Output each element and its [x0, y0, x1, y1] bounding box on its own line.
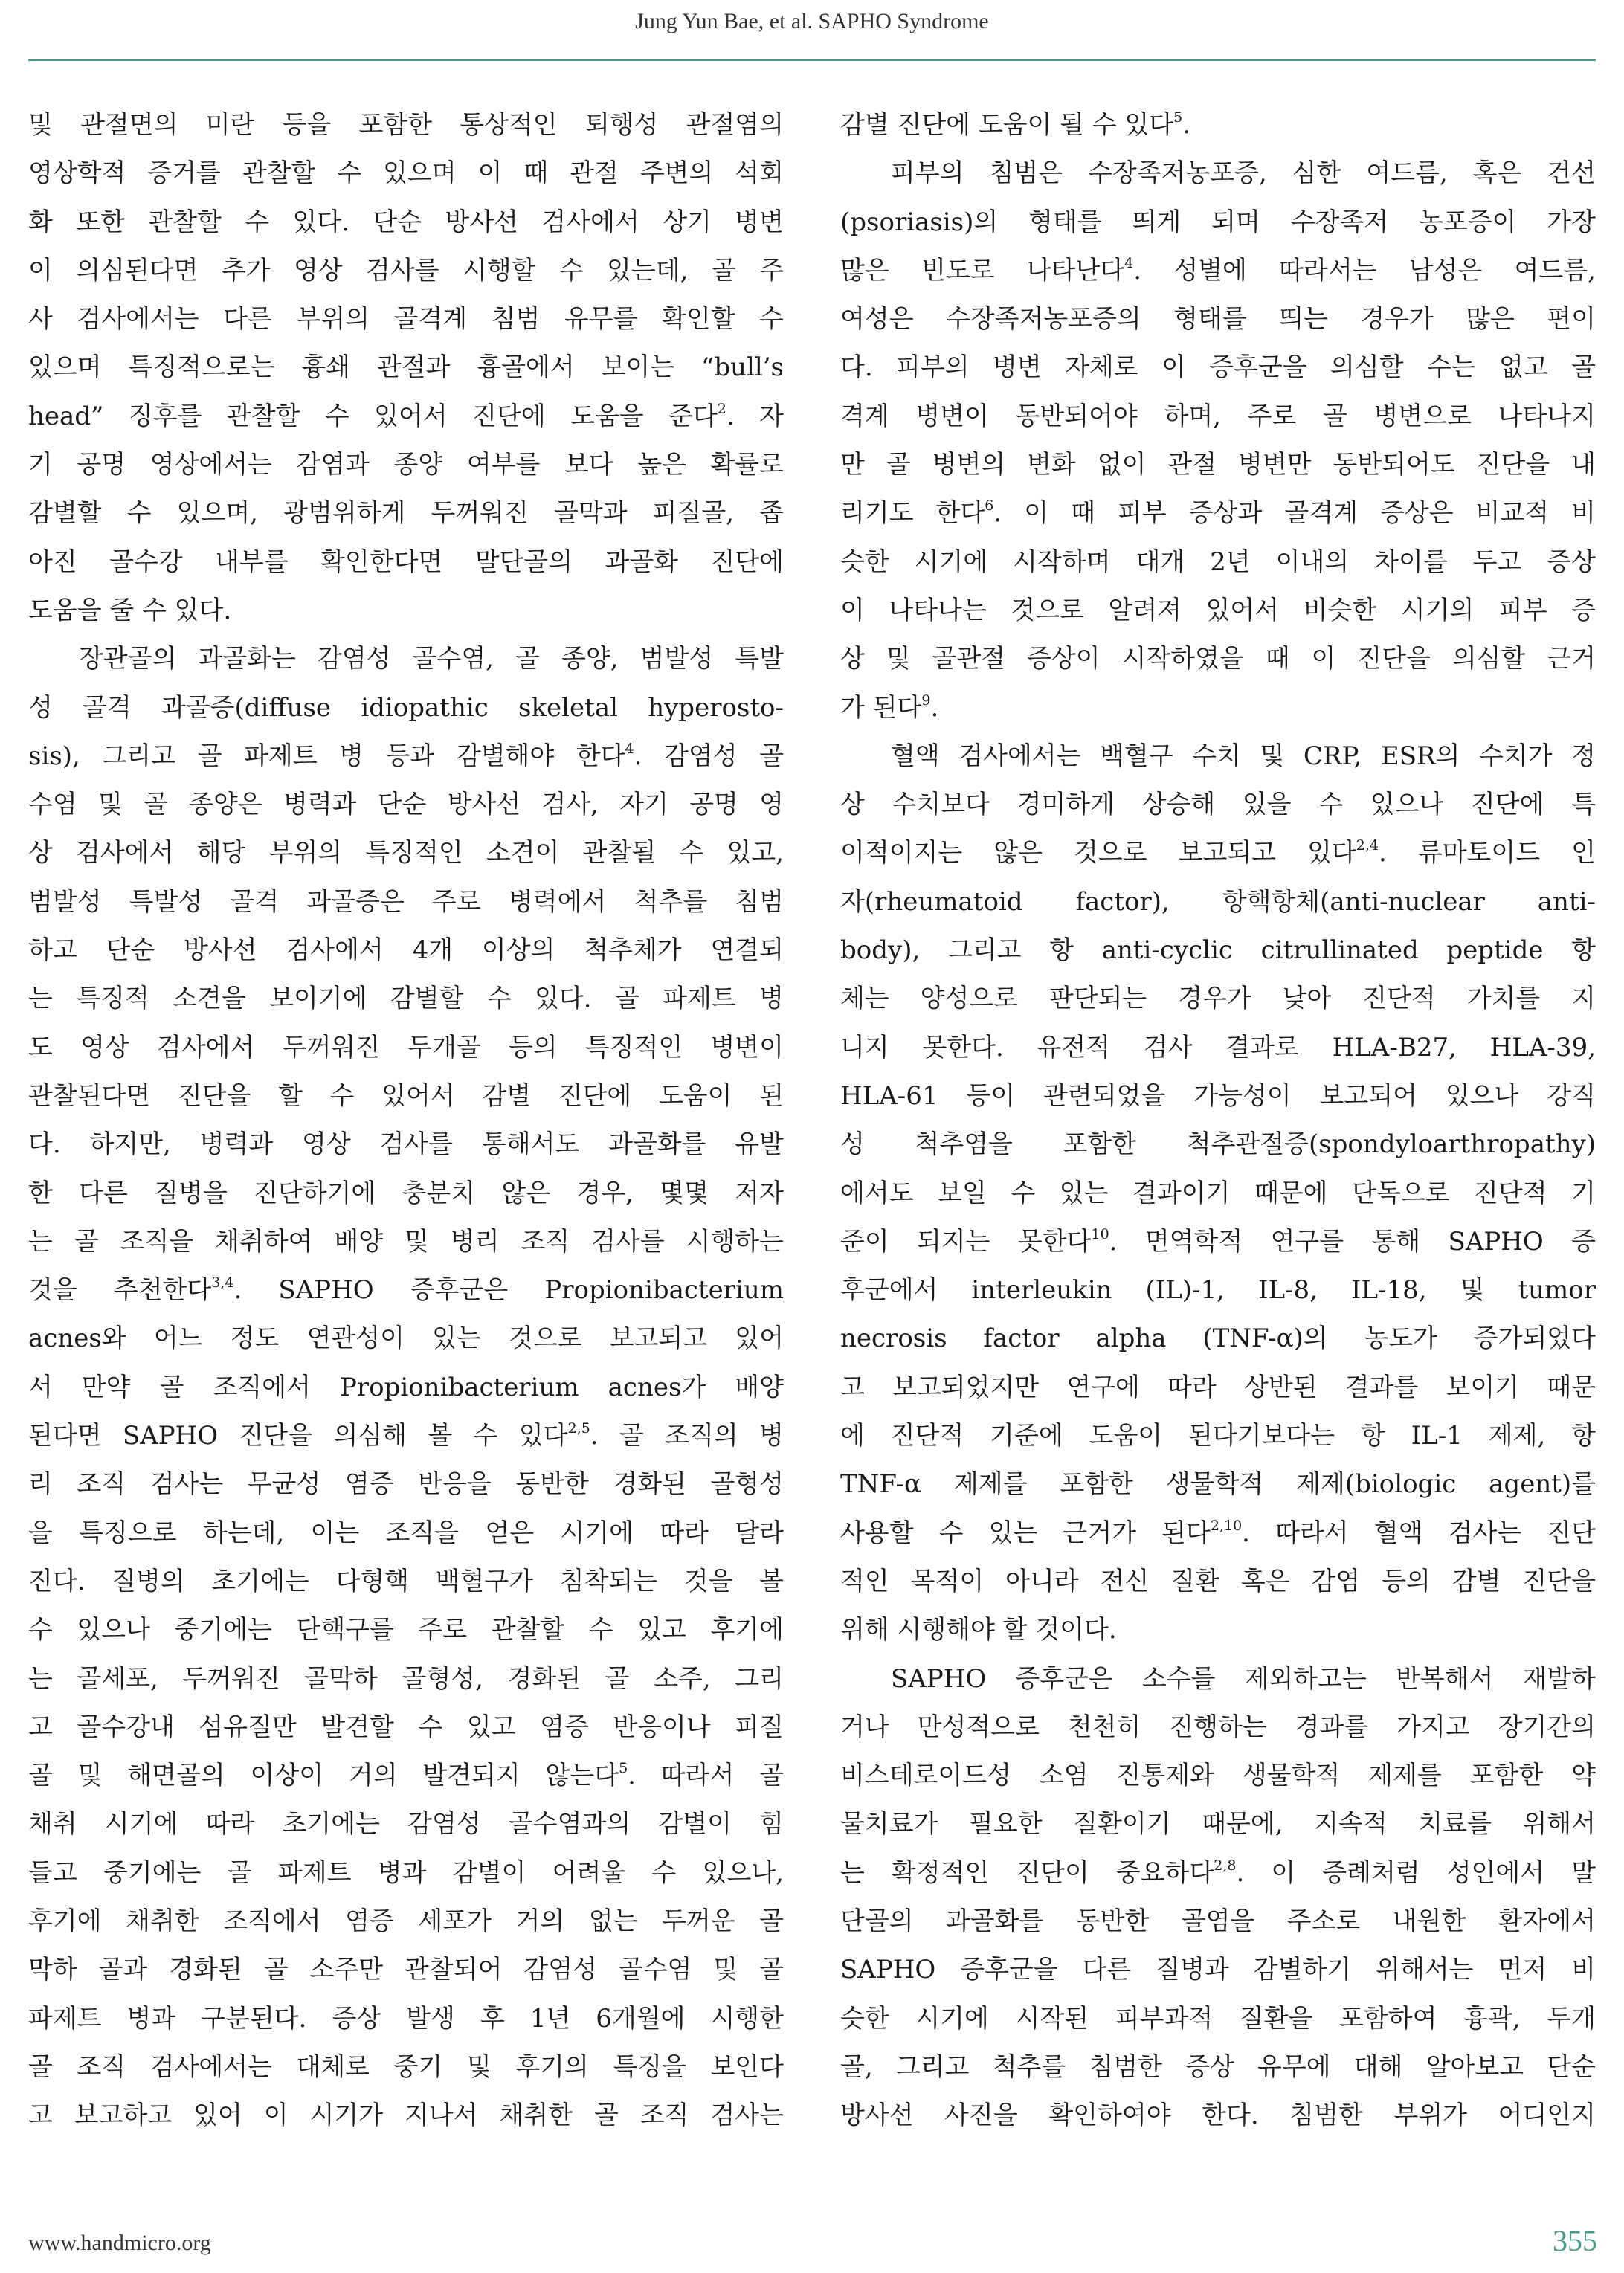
text-line: 고 골수강내 섬유질만 발견할 수 있고 염증 반응이나 피질 — [28, 1712, 784, 1742]
text-line: 관찰된다면 진단을 할 수 있어서 감별 진단에 도움이 된 — [28, 1080, 784, 1111]
text-line: 영상학적 증거를 관찰할 수 있으며 이 때 관절 주변의 석회 — [28, 158, 784, 189]
text-line: 파제트 병과 구분된다. 증상 발생 후 1년 6개월에 시행한 — [28, 2003, 784, 2034]
text-line: 적인 목적이 아니라 전신 질환 혹은 감염 등의 감별 진단을 — [840, 1566, 1596, 1596]
text-line: SAPHO 증후군은 소수를 제외하고는 반복해서 재발하 — [891, 1663, 1596, 1694]
text-line: 상 수치보다 경미하게 상승해 있을 수 있으나 진단에 특 — [840, 790, 1596, 820]
running-header: Jung Yun Bae, et al. SAPHO Syndrome — [635, 9, 989, 33]
text-line: 니지 못한다. 유전적 검사 결과로 HLA-B27, HLA-39, — [840, 1032, 1596, 1063]
text-line: 는 확정적인 진단이 중요하다$^{2,8}$. 이 증례처럼 성인에서 말 — [840, 1857, 1596, 1888]
text-line: body), 그리고 항 anti-cyclic citrullinated peptide 항 — [840, 935, 1596, 966]
text-line: 비스테로이드성 소염 진통제와 생물학적 제제를 포함한 약 — [840, 1761, 1596, 1791]
text-line: 단골의 과골화를 동반한 골염을 주소로 내원한 환자에서 — [840, 1906, 1596, 1936]
text-line: 다. 하지만, 병력과 영상 검사를 통해서도 과골화를 유발 — [28, 1129, 784, 1160]
footer-url: www.handmicro.org — [28, 2231, 211, 2255]
citation-superscript: 4 — [1124, 254, 1134, 271]
header-divider — [28, 59, 1596, 61]
text-line: 피부의 침범은 수장족저농포증, 심한 여드름, 혹은 건선 — [891, 158, 1596, 189]
text-line: 채취 시기에 따라 초기에는 감염성 골수염과의 감별이 힘 — [28, 1809, 784, 1840]
text-line: 에 진단적 기준에 도움이 된다기보다는 항 IL-1 제제, 항 — [840, 1421, 1596, 1451]
text-line: 만 골 병변의 변화 없이 관절 병변만 동반되어도 진단을 내 — [840, 450, 1596, 480]
text-line: 성 척추염을 포함한 척추관절증(spondyloarthropathy) — [840, 1129, 1596, 1160]
text-line: 리기도 한다$^6$. 이 때 피부 증상과 골격계 증상은 비교적 비 — [840, 497, 1596, 529]
text-line: 수 있으나 중기에는 단핵구를 주로 관찰할 수 있고 후기에 — [28, 1615, 784, 1645]
citation-superscript: 2 — [717, 400, 726, 417]
citation-superscript: 2,10 — [1210, 1517, 1243, 1534]
text-line: 들고 중기에는 골 파제트 병과 감별이 어려울 수 있으나, — [28, 1857, 784, 1888]
text-line: 사 검사에서는 다른 부위의 골격계 침범 유무를 확인할 수 — [28, 304, 784, 335]
text-line: 서 만약 골 조직에서 Propionibacterium acnes가 배양 — [28, 1372, 784, 1402]
text-line: necrosis factor alpha (TNF-α)의 농도가 증가되었다 — [840, 1324, 1596, 1354]
citation-superscript: 5 — [619, 1760, 628, 1777]
text-line: 자(rheumatoid factor), 항핵항체(anti-nuclear anti- — [840, 886, 1596, 917]
text-line: 하고 단순 방사선 검사에서 4개 이상의 척추체가 연결되 — [28, 935, 784, 966]
text-line: 거나 만성적으로 천천히 진행하는 경과를 가지고 장기간의 — [840, 1712, 1596, 1742]
page-number: 355 — [1553, 2224, 1597, 2257]
text-line: acnes와 어느 정도 연관성이 있는 것으로 보고되고 있어 — [28, 1324, 784, 1354]
text-line: sis), 그리고 골 파제트 병 등과 감별해야 한다$^4$. 감염성 골 — [28, 740, 784, 771]
text-line: 장관골의 과골화는 감염성 골수염, 골 종양, 범발성 특발 — [79, 644, 784, 674]
text-line: 많은 빈도로 나타난다$^4$. 성별에 따라서는 남성은 여드름, — [840, 254, 1596, 286]
text-line: 여성은 수장족저농포증의 형태를 띄는 경우가 많은 편이 — [840, 304, 1596, 335]
text-line: 후군에서 interleukin (IL)-1, IL-8, IL-18, 및 tumor — [840, 1275, 1596, 1306]
text-line: 는 특징적 소견을 보이기에 감별할 수 있다. 골 파제트 병 — [28, 984, 784, 1014]
text-line: 에서도 보일 수 있는 결과이기 때문에 단독으로 진단적 기 — [840, 1178, 1596, 1208]
text-line: 범발성 특발성 골격 과골증은 주로 병력에서 척추를 침범 — [28, 886, 784, 917]
text-line: 물치료가 필요한 질환이기 때문에, 지속적 치료를 위해서 — [840, 1809, 1596, 1840]
citation-superscript: 2,5 — [567, 1420, 590, 1437]
text-line: 골 및 해면골의 이상이 거의 발견되지 않는다$^5$. 따라서 골 — [28, 1760, 784, 1791]
text-line: 는 골세포, 두꺼워진 골막하 골형성, 경화된 골 소주, 그리 — [28, 1663, 784, 1694]
left-text-column — [28, 101, 784, 2140]
text-line: 및 관절면의 미란 등을 포함한 통상적인 퇴행성 관절염의 — [28, 110, 784, 140]
text-line: 화 또한 관찰할 수 있다. 단순 방사선 검사에서 상기 병변 — [28, 207, 784, 237]
text-line: 이 나타나는 것으로 알려져 있어서 비슷한 시기의 피부 증 — [840, 595, 1596, 625]
text-line: 가 된다$^9$. — [840, 691, 939, 723]
text-line: 격계 병변이 동반되어야 하며, 주로 골 병변으로 나타나지 — [840, 401, 1596, 431]
citation-superscript: 10 — [1091, 1225, 1109, 1242]
text-line: 는 골 조직을 채취하여 배양 및 병리 조직 검사를 시행하는 — [28, 1226, 784, 1257]
text-line: 슷한 시기에 시작하며 대개 2년 이내의 차이를 두고 증상 — [840, 547, 1596, 577]
text-line: 체는 양성으로 판단되는 경우가 낮아 진단적 가치를 지 — [840, 984, 1596, 1014]
text-line: 도움을 줄 수 있다. — [28, 595, 232, 625]
text-line: 골, 그리고 척추를 침범한 증상 유무에 대해 알아보고 단순 — [840, 2051, 1596, 2082]
text-line: 을 특징으로 하는데, 이는 조직을 얻은 시기에 따라 달라 — [28, 1518, 784, 1548]
text-line: (psoriasis)의 형태를 띄게 되며 수장족저 농포증이 가장 — [840, 207, 1596, 237]
right-text-column — [840, 101, 1596, 2140]
text-line: TNF-α 제제를 포함한 생물학적 제제(biologic agent)를 — [840, 1469, 1596, 1500]
text-line: 준이 되지는 못한다$^{10}$. 면역학적 연구를 통해 SAPHO 증 — [840, 1225, 1596, 1257]
text-line: SAPHO 증후군을 다른 질병과 감별하기 위해서는 먼저 비 — [840, 1955, 1596, 1985]
text-line: 후기에 채취한 조직에서 염증 세포가 거의 없는 두꺼운 골 — [28, 1906, 784, 1936]
text-line: 골 조직 검사에서는 대체로 중기 및 후기의 특징을 보인다 — [28, 2051, 784, 2082]
text-line: 슷한 시기에 시작된 피부과적 질환을 포함하여 흉곽, 두개 — [840, 2003, 1596, 2034]
citation-superscript: 5 — [1173, 109, 1183, 126]
text-line: 이적이지는 않은 것으로 보고되고 있다$^{2,4}$. 류마토이드 인 — [840, 837, 1596, 868]
text-line: 성 골격 과골증(diffuse idiopathic skeletal hyperosto- — [28, 692, 784, 723]
text-line: 다. 피부의 병변 자체로 이 증후군을 의심할 수는 없고 골 — [840, 352, 1596, 383]
text-line: 아진 골수강 내부를 확인한다면 말단골의 과골화 진단에 — [28, 547, 784, 577]
text-line: 이 의심된다면 추가 영상 검사를 시행할 수 있는데, 골 주 — [28, 255, 784, 286]
text-line: 고 보고하고 있어 이 시기가 지나서 채취한 골 조직 검사는 — [28, 2100, 784, 2131]
citation-superscript: 2,4 — [1356, 837, 1379, 854]
text-line: HLA-61 등이 관련되었을 가능성이 보고되어 있으나 강직 — [840, 1080, 1596, 1111]
text-line: 고 보고되었지만 연구에 따라 상반된 결과를 보이기 때문 — [840, 1372, 1596, 1402]
text-line: head” 징후를 관찰할 수 있어서 진단에 도움을 준다$^2$. 자 — [28, 400, 784, 431]
text-line: 한 다른 질병을 진단하기에 충분치 않은 경우, 몇몇 저자 — [28, 1178, 784, 1208]
text-line: 도 영상 검사에서 두꺼워진 두개골 등의 특징적인 병변이 — [28, 1032, 784, 1063]
text-line: 막하 골과 경화된 골 소주만 관찰되어 감염성 골수염 및 골 — [28, 1955, 784, 1985]
text-line: 것을 추천한다$^{3,4}$. SAPHO 증후군은 Propionibacterium — [28, 1274, 784, 1306]
citation-superscript: 6 — [985, 497, 994, 515]
text-line: 상 및 골관절 증상이 시작하였을 때 이 진단을 의심할 근거 — [840, 644, 1596, 674]
text-line: 감별 진단에 도움이 될 수 있다$^5$. — [840, 109, 1191, 140]
text-line: 있으며 특징적으로는 흉쇄 관절과 흉골에서 보이는 “bull’s — [28, 352, 784, 383]
text-line: 상 검사에서 해당 부위의 특징적인 소견이 관찰될 수 있고, — [28, 838, 784, 868]
citation-superscript: 4 — [625, 740, 634, 757]
text-line: 위해 시행해야 할 것이다. — [840, 1615, 1117, 1645]
text-line: 방사선 사진을 확인하여야 한다. 침범한 부위가 어디인지 — [840, 2100, 1596, 2131]
citation-superscript: 2,8 — [1214, 1857, 1237, 1874]
text-line: 진다. 질병의 초기에는 다형핵 백혈구가 침착되는 것을 볼 — [28, 1566, 784, 1596]
text-line: 혈액 검사에서는 백혈구 수치 및 CRP, ESR의 수치가 정 — [891, 741, 1596, 771]
text-line: 수염 및 골 종양은 병력과 단순 방사선 검사, 자기 공명 영 — [28, 790, 784, 820]
text-line: 사용할 수 있는 근거가 된다$^{2,10}$. 따라서 혈액 검사는 진단 — [840, 1517, 1596, 1548]
text-line: 리 조직 검사는 무균성 염증 반응을 동반한 경화된 골형성 — [28, 1469, 784, 1500]
text-line: 기 공명 영상에서는 감염과 종양 여부를 보다 높은 확률로 — [28, 450, 784, 480]
text-line: 된다면 SAPHO 진단을 의심해 볼 수 있다$^{2,5}$. 골 조직의 병 — [28, 1420, 784, 1451]
citation-superscript: 3,4 — [211, 1274, 234, 1292]
text-line: 감별할 수 있으며, 광범위하게 두꺼워진 골막과 피질골, 좁 — [28, 498, 784, 529]
citation-superscript: 9 — [921, 691, 931, 709]
